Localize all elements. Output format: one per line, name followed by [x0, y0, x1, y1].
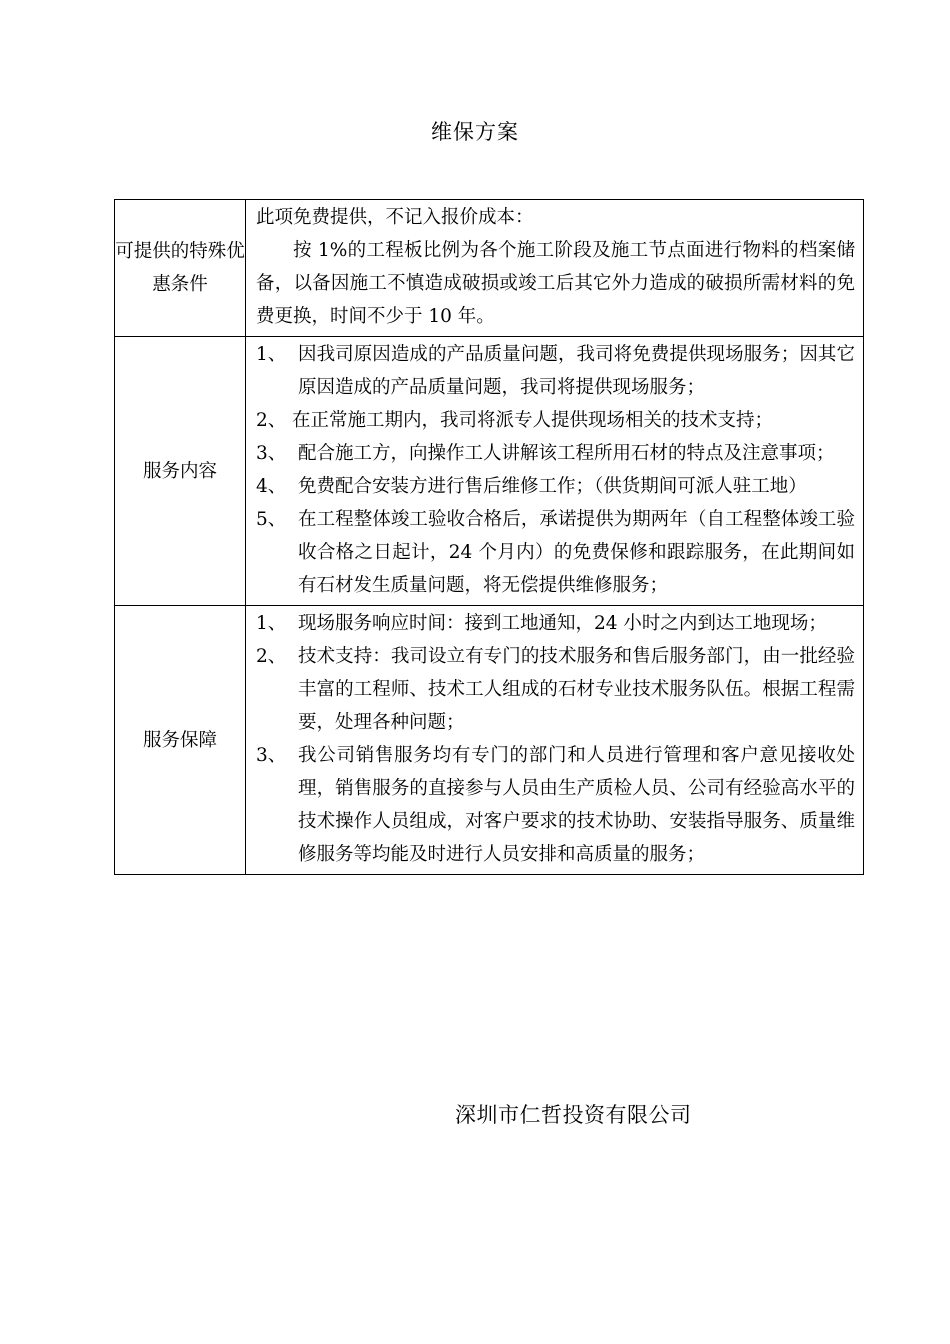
list-item: [256, 640, 855, 739]
list-item-text: 在正常施工期内，我司将派专人提供现场相关的技术支持；: [292, 410, 774, 431]
company-name: 深圳市仁哲投资有限公司: [455, 1103, 692, 1127]
list-item: [256, 437, 855, 470]
list-item: [256, 503, 855, 602]
list-item-number: 4、: [256, 476, 287, 497]
special-offer-paragraph: 按 1%的工程板比例为各个施工阶段及施工节点面进行物料的档案储备，以备因施工不慎造成破损或竣工后其它外力造成的破损所需材料的免费更换，时间不少于 10 年。: [256, 240, 855, 327]
row-label-service-content: 服务内容: [115, 337, 246, 606]
maintenance-plan-table: [114, 199, 864, 875]
special-offer-intro: 此项免费提供，不记入报价成本：: [256, 207, 534, 228]
list-item: [256, 338, 855, 404]
row-label-special-offer: 可提供的特殊优惠条件: [115, 200, 246, 337]
list-item-text: 配合施工方，向操作工人讲解该工程所用石材的特点及注意事项；: [298, 443, 835, 464]
list-item: [256, 470, 855, 503]
table-row-special-offer: [115, 200, 864, 337]
list-item-text: 免费配合安装方进行售后维修工作；（供货期间可派人驻工地）: [298, 476, 807, 497]
list-item-number: 1、: [256, 344, 287, 365]
list-item-number: 3、: [256, 745, 287, 766]
table-row-service-content: [115, 337, 864, 606]
list-item-text: 现场服务响应时间：接到工地通知，24 小时之内到达工地现场；: [298, 613, 827, 634]
list-item-text: 技术支持：我司设立有专门的技术服务和售后服务部门，由一批经验丰富的工程师、技术工人组成的石材专业技术服务队伍。根据工程需要，处理各种问题；: [298, 646, 855, 733]
list-item: [256, 607, 855, 640]
list-item-number: 2、: [256, 410, 287, 431]
list-item-number: 3、: [256, 443, 287, 464]
page-title: 维保方案: [431, 120, 519, 144]
list-item-number: 1、: [256, 613, 287, 634]
row-content-service-content: [246, 337, 864, 606]
table-row-service-guarantee: [115, 606, 864, 875]
list-item-text: 我公司销售服务均有专门的部门和人员进行管理和客户意见接收处理，销售服务的直接参与人员由生产质检人员、公司有经验高水平的技术操作人员组成，对客户要求的技术协助、安装指导服务、质量维修服务等均能及时进行人员安排和高质量的服务；: [298, 745, 855, 865]
list-item: [256, 404, 855, 437]
row-content-special-offer: [246, 200, 864, 337]
list-item-text: 在工程整体竣工验收合格后，承诺提供为期两年（自工程整体竣工验收合格之日起计，24 个月内）的免费保修和跟踪服务，在此期间如有石材发生质量问题，将无偿提供维修服务；: [298, 509, 855, 596]
list-item-number: 2、: [256, 646, 287, 667]
list-item: [256, 739, 855, 871]
row-content-service-guarantee: [246, 606, 864, 875]
list-item-number: 5、: [256, 509, 287, 530]
row-label-service-guarantee: 服务保障: [115, 606, 246, 875]
list-item-text: 因我司原因造成的产品质量问题，我司将免费提供现场服务；因其它原因造成的产品质量问题，我司将提供现场服务；: [298, 344, 855, 398]
